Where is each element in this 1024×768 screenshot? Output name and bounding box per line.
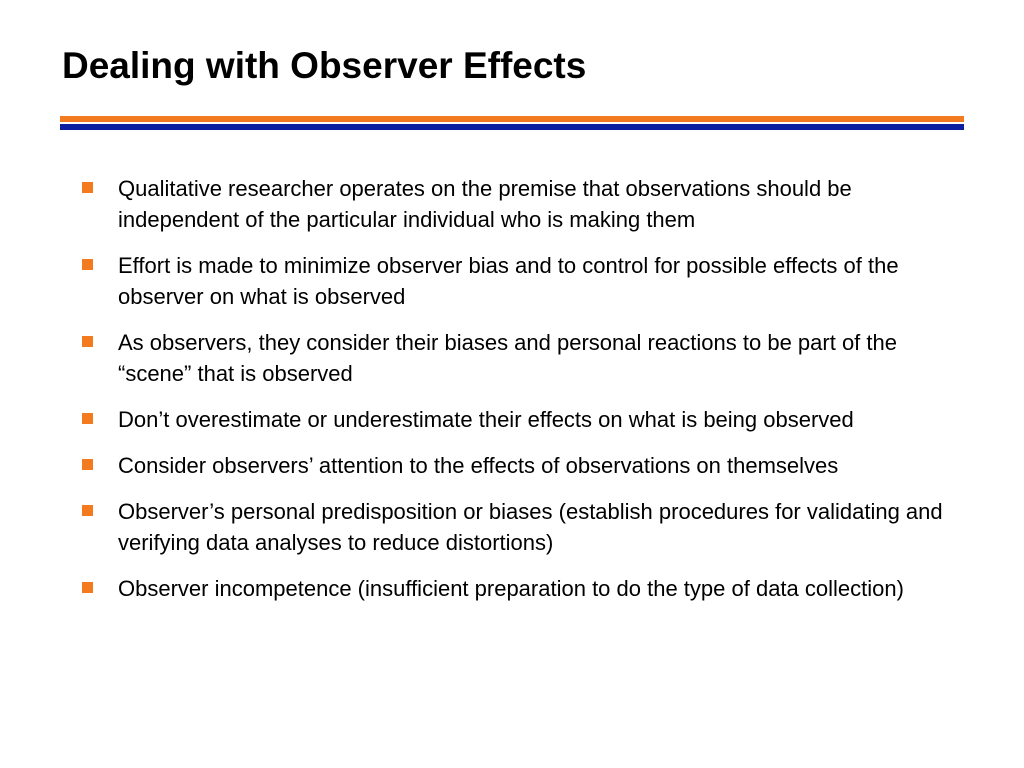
bullet-item bbox=[82, 173, 972, 235]
square-bullet-icon bbox=[82, 582, 93, 593]
bullet-text: Observer’s personal predisposition or biases (establish procedures for validating and verifying data analyses to reduce distortions) bbox=[118, 499, 943, 555]
square-bullet-icon bbox=[82, 413, 93, 424]
bullet-item bbox=[82, 450, 972, 481]
square-bullet-icon bbox=[82, 259, 93, 270]
bullet-text: Observer incompetence (insufficient preparation to do the type of data collection) bbox=[118, 576, 904, 601]
bullet-text: Effort is made to minimize observer bias and to control for possible effects of the observer on what is observed bbox=[118, 253, 899, 309]
bullet-text: Qualitative researcher operates on the premise that observations should be independent of the particular individual who is making them bbox=[118, 176, 852, 232]
bullet-item bbox=[82, 496, 972, 558]
slide-title: Dealing with Observer Effects bbox=[62, 45, 587, 86]
title-rule-orange bbox=[60, 116, 964, 122]
bullet-text: As observers, they consider their biases and personal reactions to be part of the “scene” that is observed bbox=[118, 330, 897, 386]
square-bullet-icon bbox=[82, 505, 93, 516]
title-rule-blue bbox=[60, 124, 964, 130]
bullet-item bbox=[82, 573, 972, 604]
bullet-item bbox=[82, 404, 972, 435]
square-bullet-icon bbox=[82, 336, 93, 347]
bullet-list bbox=[82, 173, 972, 619]
bullet-item bbox=[82, 327, 972, 389]
square-bullet-icon bbox=[82, 459, 93, 470]
square-bullet-icon bbox=[82, 182, 93, 193]
bullet-text: Don’t overestimate or underestimate their effects on what is being observed bbox=[118, 407, 854, 432]
bullet-item bbox=[82, 250, 972, 312]
bullet-text: Consider observers’ attention to the effects of observations on themselves bbox=[118, 453, 839, 478]
